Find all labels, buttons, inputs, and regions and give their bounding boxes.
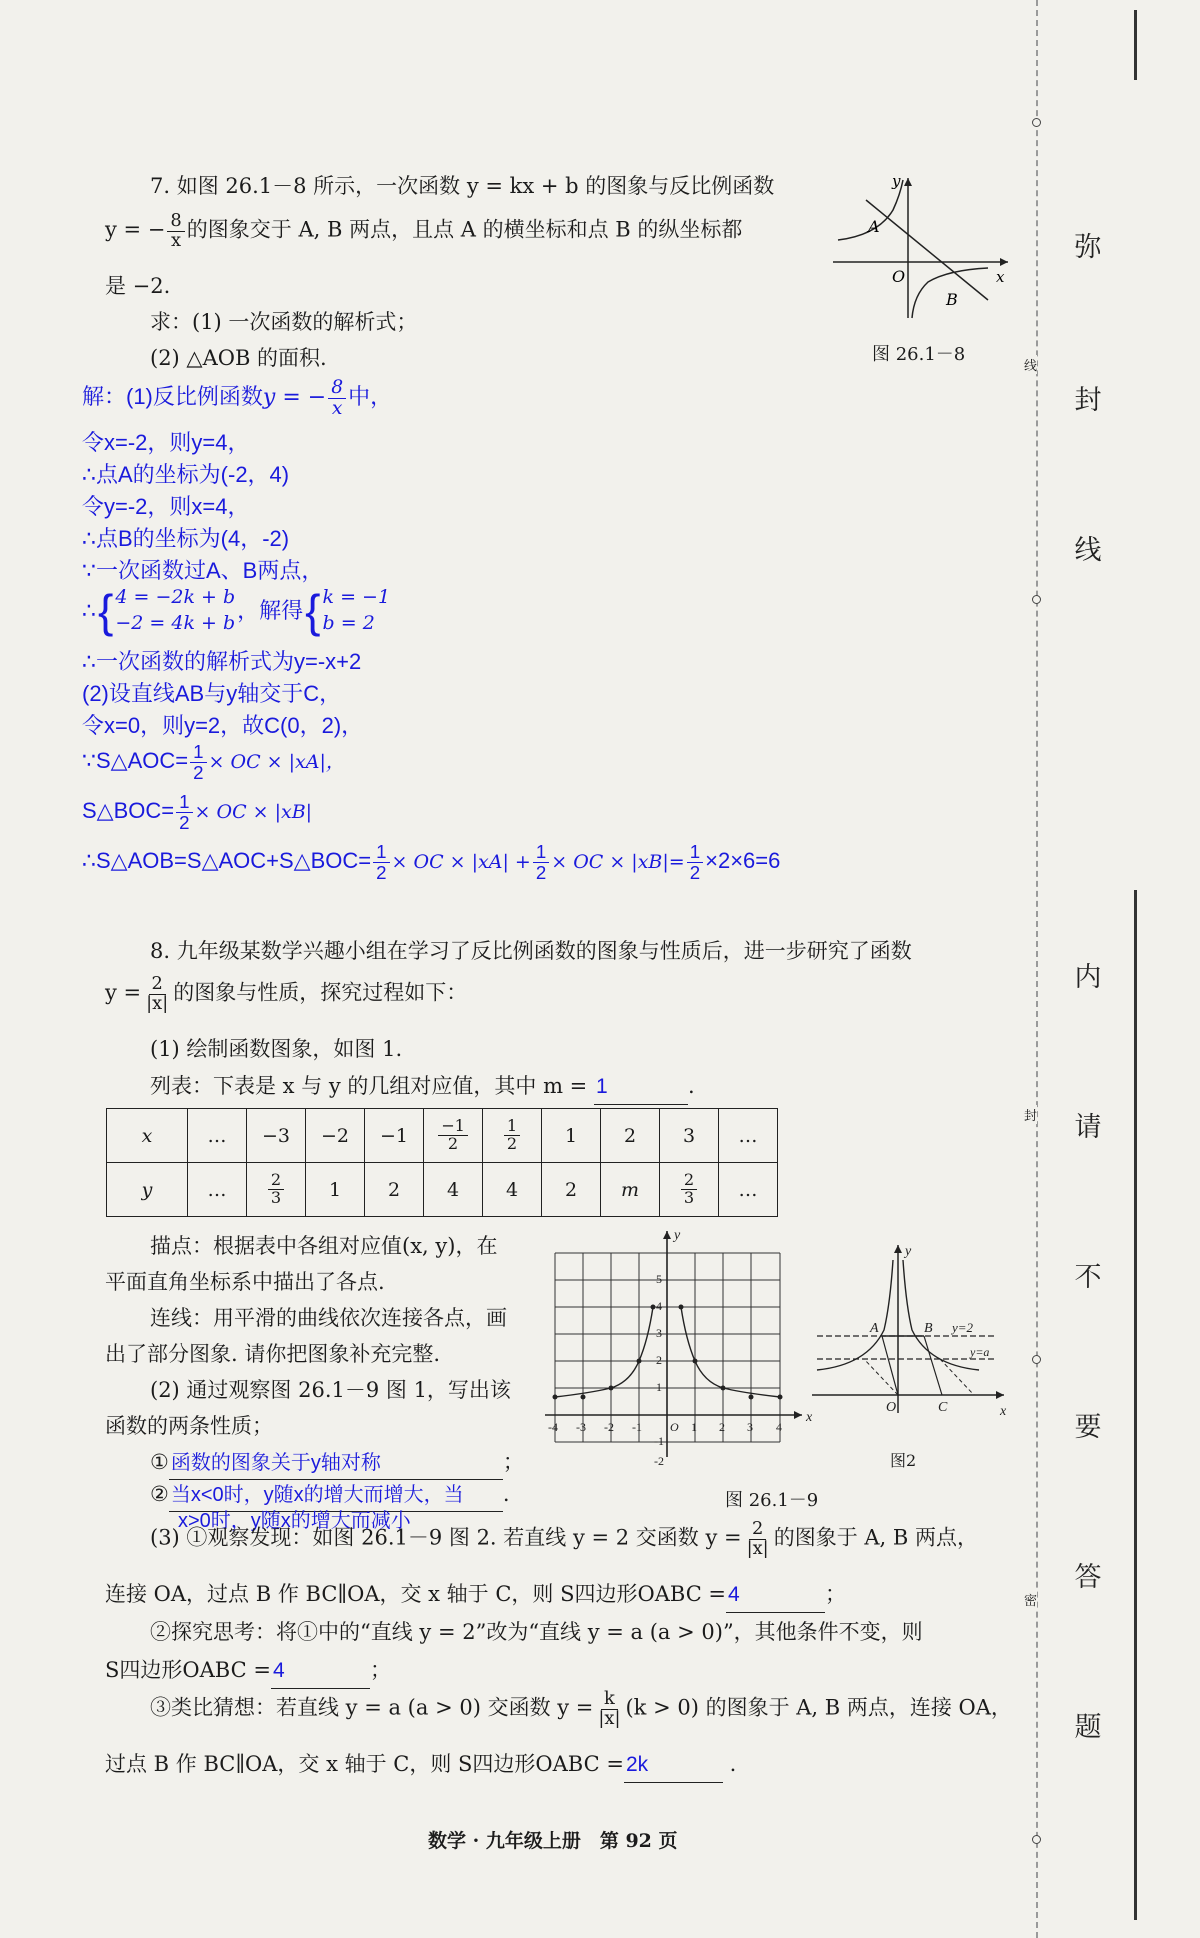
y-tick: 1 xyxy=(656,1380,662,1394)
table-cell: $\frac{1}{2}$ xyxy=(483,1109,542,1163)
fig1-origin: O xyxy=(892,267,906,286)
x-tick: -4 xyxy=(548,1420,558,1434)
table-cell: 4 xyxy=(424,1163,483,1217)
fig1-x-label: x xyxy=(996,268,1005,286)
fig1-point-B: B xyxy=(946,290,958,309)
y-tick: 4 xyxy=(656,1299,662,1313)
q8-step3-line2: 连接 OA，过点 B 作 BC∥OA，交 x 轴于 C，则 S四边形OABC =4 ； xyxy=(105,1578,846,1613)
binding-dot xyxy=(1032,118,1041,127)
fig2-origin: O xyxy=(886,1400,897,1415)
fig2-caption: 图2 xyxy=(890,1451,917,1470)
q8-step3-line1: (3) ①观察发现：如图 26.1－9 图 2. 若直线 y = 2 交函数 y = $\frac{2}{|x|}$ 的图象于 A, B 两点， xyxy=(150,1518,979,1559)
table-cell: 1 xyxy=(306,1163,365,1217)
table-row-y xyxy=(107,1163,778,1217)
graph-figure-2 xyxy=(812,1235,1012,1415)
fig2-x-label: x xyxy=(1000,1404,1007,1415)
q7-question1: 求：(1) 一次函数的解析式； xyxy=(150,310,418,334)
table-cell: 1 xyxy=(542,1109,601,1163)
fig-caption-26-1-8: 图 26.1－8 xyxy=(872,344,966,365)
table-cell: $\frac{-1}{2}$ xyxy=(424,1109,483,1163)
q7-answer-line8: ∴一次函数的解析式为y=-x+2 xyxy=(82,649,362,674)
q7-answer-line1: 解：(1)反比例函数y = − $\frac{8}{x}$ 中， xyxy=(82,377,393,419)
q8-plot-line2: 平面直角坐标系中描出了各点. xyxy=(105,1270,385,1294)
y-tick: 2 xyxy=(656,1353,662,1367)
q7-answer-line13: ∴S△AOB=S△AOC+S△BOC= $\frac{1}{2}$ × OC × |xA| + $\frac{1}{2}$ × OC × |xB|= $\frac{1}{2}$ ×2×6=6 xyxy=(82,841,781,883)
side-small-char: 密 xyxy=(1024,1590,1037,1609)
table-row-x xyxy=(107,1109,778,1163)
table-cell: −1 xyxy=(365,1109,424,1163)
table-cell: $\frac{2}{3}$ xyxy=(660,1163,719,1217)
table-cell: … xyxy=(188,1163,247,1217)
area-answer-3: 2k xyxy=(624,1749,723,1783)
q7-line3: 是 −2. xyxy=(105,274,171,298)
x-tick: -3 xyxy=(576,1420,586,1434)
side-char: 弥 xyxy=(1074,232,1102,263)
m-answer: 1 xyxy=(594,1071,688,1105)
table-cell: … xyxy=(719,1163,778,1217)
q8-line2: y = $\frac{2}{|x|}$ 的图象与性质，探究过程如下： xyxy=(105,973,468,1014)
q8-property2-cont: x>0时，y随x的增大而减小 xyxy=(178,1510,411,1532)
q7-answer-line2: 令x=-2，则y=4， xyxy=(82,430,250,455)
side-small-char: 封 xyxy=(1024,1105,1037,1124)
x-axis-label: x xyxy=(806,1410,813,1425)
q7-answer-system: ∴ { 4 = −2k + b −2 = 4k + b ，解得 { k = −1 b = 2 xyxy=(82,584,391,637)
q8-step3-q3-line2: 过点 B 作 BC∥OA，交 x 轴于 C，则 S四边形OABC =2k . xyxy=(105,1748,736,1783)
origin-label: O xyxy=(670,1420,679,1434)
cut-dashed-line xyxy=(1036,0,1038,1938)
table-cell: −2 xyxy=(306,1109,365,1163)
binding-line-top xyxy=(1134,10,1137,80)
table-cell: $\frac{2}{3}$ xyxy=(247,1163,306,1217)
side-char: 答 xyxy=(1074,1562,1102,1593)
side-char: 内 xyxy=(1074,962,1102,993)
x-tick: 1 xyxy=(691,1420,697,1434)
q7-answer-line3: ∴点A的坐标为(-2，4) xyxy=(82,462,290,487)
q8-plot-line1: 描点：根据表中各组对应值(x, y)，在 xyxy=(150,1234,498,1258)
fig2-point-A: A xyxy=(870,1321,879,1336)
table-cell: y xyxy=(107,1163,188,1217)
fig-caption-26-1-9: 图 26.1－9 xyxy=(725,1490,819,1511)
fig2-point-C: C xyxy=(938,1400,948,1415)
q8-step2a: (2) 通过观察图 26.1－9 图 1，写出该 xyxy=(150,1378,511,1402)
binding-dot xyxy=(1032,595,1041,604)
side-small-char: 线 xyxy=(1024,355,1037,374)
side-char: 封 xyxy=(1074,385,1102,416)
figure-26-1-8 xyxy=(828,170,1018,320)
q8-step3-q2-line2: S四边形OABC =4 ； xyxy=(105,1654,391,1689)
q7-question2: (2) △AOB 的面积. xyxy=(150,346,327,370)
q8-step3-q3-line1: ③类比猜想：若直线 y = a (a > 0) 交函数 y = $\frac{k}{|x|}$ (k > 0) 的图象于 A, B 两点，连接 OA， xyxy=(150,1688,1012,1729)
q7-answer-line6: ∵一次函数过A、B两点， xyxy=(82,558,324,583)
table-cell: 4 xyxy=(483,1163,542,1217)
side-char: 请 xyxy=(1074,1112,1102,1143)
graph-figure-1 xyxy=(540,1225,820,1465)
q7-answer-line10: 令x=0，则y=2，故C(0，2)， xyxy=(82,713,364,738)
fig2-y-label: y xyxy=(905,1244,912,1259)
y-axis-label: y xyxy=(674,1228,681,1243)
x-tick: 2 xyxy=(719,1420,725,1434)
fig1-point-A: A xyxy=(868,217,880,236)
q7-line2: y = − $\frac{8}{x}$ 的图象交于 A, B 两点，且点 A 的横坐标和点 B 的纵坐标都 xyxy=(105,210,743,251)
table-cell: 2 xyxy=(542,1163,601,1217)
area-answer-1: 4 xyxy=(726,1579,825,1613)
q8-plot-line4: 出了部分图象. 请你把图象补充完整. xyxy=(105,1342,441,1366)
q8-property1: ① 函数的图象关于y轴对称 ； xyxy=(150,1446,524,1480)
x-tick: 3 xyxy=(747,1420,753,1434)
area-answer-2: 4 xyxy=(271,1655,370,1689)
fig2-line-y2: y=2 xyxy=(952,1320,974,1335)
fig1-y-label: y xyxy=(892,172,901,190)
side-char: 线 xyxy=(1074,535,1102,566)
q7-line1: 7. 如图 26.1－8 所示，一次函数 y = kx + b 的图象与反比例函数 xyxy=(150,174,775,198)
value-table xyxy=(106,1108,778,1217)
x-tick: -2 xyxy=(604,1420,614,1434)
q8-list-line: 列表：下表是 x 与 y 的几组对应值，其中 m = 1 . xyxy=(150,1070,695,1105)
q8-plot-line3: 连线：用平滑的曲线依次连接各点，画 xyxy=(150,1306,507,1330)
q7-answer-line11: ∵S△AOC= $\frac{1}{2}$ × OC × |xA|， xyxy=(82,741,345,783)
q7-answer-line9: (2)设直线AB与y轴交于C， xyxy=(82,681,342,706)
table-cell: 2 xyxy=(601,1109,660,1163)
binding-dot xyxy=(1032,1355,1041,1364)
table-cell: 2 xyxy=(365,1163,424,1217)
y-tick: 5 xyxy=(656,1272,662,1286)
table-cell: … xyxy=(188,1109,247,1163)
q8-step2b: 函数的两条性质； xyxy=(105,1414,273,1438)
x-tick: -1 xyxy=(632,1420,642,1434)
q7-answer-line12: S△BOC= $\frac{1}{2}$ × OC × |xB| xyxy=(82,791,313,833)
y-tick: -1 xyxy=(654,1434,664,1448)
side-char: 不 xyxy=(1074,1262,1102,1293)
binding-line-bottom xyxy=(1134,890,1137,1920)
table-cell: … xyxy=(719,1109,778,1163)
side-char: 题 xyxy=(1074,1712,1102,1743)
q8-step1: (1) 绘制函数图象，如图 1. xyxy=(150,1037,403,1061)
q8-step3-q2-line1: ②探究思考：将①中的“直线 y = 2”改为“直线 y = a (a > 0)”，其他条件不变，则 xyxy=(150,1620,923,1644)
y-tick: -2 xyxy=(654,1454,664,1465)
q7-answer-line4: 令y=-2，则x=4， xyxy=(82,494,250,519)
fig2-line-ya: y=a xyxy=(970,1345,990,1359)
table-cell: −3 xyxy=(247,1109,306,1163)
page-footer: 数学 · 九年级上册 第 92 页 xyxy=(428,1830,678,1852)
q8-line1: 8. 九年级某数学兴趣小组在学习了反比例函数的图象与性质后，进一步研究了函数 xyxy=(150,939,912,963)
q7-answer-line5: ∴点B的坐标为(4，-2) xyxy=(82,526,290,551)
q8-property2: ② 当x<0时，y随x的增大而增大，当 . xyxy=(150,1478,510,1512)
x-tick: 4 xyxy=(776,1420,782,1434)
table-cell: 3 xyxy=(660,1109,719,1163)
side-char: 要 xyxy=(1074,1412,1102,1443)
y-tick: 3 xyxy=(656,1326,662,1340)
fig2-point-B: B xyxy=(924,1321,933,1336)
binding-dot xyxy=(1032,1835,1041,1844)
table-cell: m xyxy=(601,1163,660,1217)
table-cell: x xyxy=(107,1109,188,1163)
